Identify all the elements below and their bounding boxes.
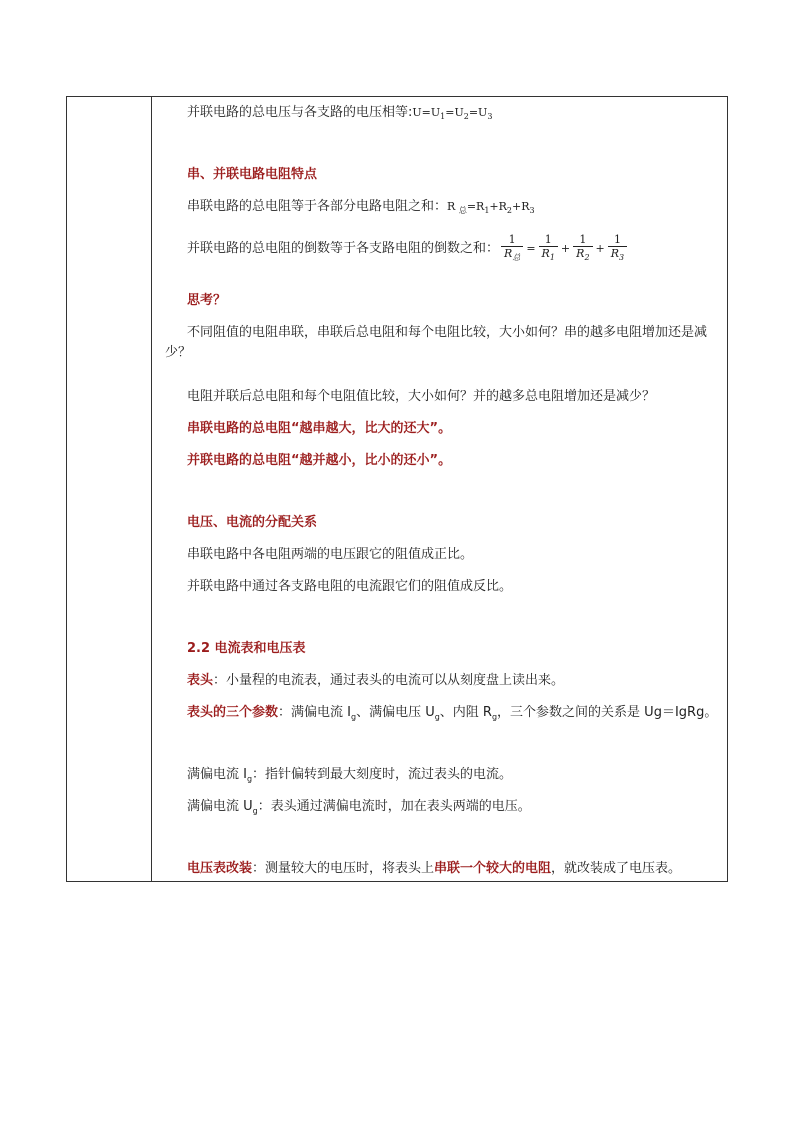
text: 串联电路的总电阻等于各部分电路电阻之和：: [187, 199, 448, 214]
head-line: [165, 671, 721, 691]
d: R: [610, 247, 620, 260]
s: 3: [619, 253, 625, 263]
den: [501, 246, 523, 264]
f: =U: [468, 106, 488, 119]
den: [539, 246, 558, 264]
f: U=U: [412, 106, 441, 119]
plus: +: [560, 241, 571, 255]
f: +R: [489, 200, 507, 213]
formula: [412, 106, 493, 122]
t: 满偏电流 U: [187, 799, 253, 814]
s: 3: [529, 206, 535, 216]
f: R: [447, 200, 456, 213]
fraction-r2: [573, 233, 592, 264]
t: ，就改装成了电压表。: [551, 861, 682, 876]
formula: [447, 200, 535, 216]
den: [573, 246, 592, 264]
s: 1: [484, 206, 490, 216]
parallel-rule: 并联电路的总电阻“越并越小，比小的还小”。: [187, 453, 452, 468]
plus: +: [595, 241, 605, 255]
num: 1: [544, 233, 552, 246]
f: =R: [466, 200, 485, 213]
label: 表头的三个参数: [187, 705, 279, 720]
question-1: 不同阻值的电阻串联，串联后总电阻和每个电阻比较，大小如何？串的越多电阻增加还是减少？: [165, 325, 708, 360]
s: 2: [463, 112, 469, 122]
f: +R: [512, 200, 530, 213]
s: g: [246, 774, 253, 784]
t: ：表头通过满偏电流时，加在表头两端的电压。: [257, 799, 531, 814]
params-line: [165, 703, 721, 728]
s: 总: [458, 206, 467, 216]
parallel-resistance-line: [165, 233, 721, 264]
column-divider: [151, 97, 152, 881]
t: ：满偏电流 I: [278, 705, 351, 720]
equals: =: [526, 241, 536, 255]
den: [608, 246, 627, 264]
num: 1: [579, 233, 587, 246]
heading-resistance: 串、并联电路电阻特点: [187, 167, 318, 182]
s: 总: [512, 253, 521, 263]
parallel-voltage-line: [165, 103, 721, 127]
think-heading: 思考？: [187, 293, 227, 308]
d: R: [541, 247, 550, 260]
fraction-r1: [539, 233, 558, 264]
series-distribution: 串联电路中各电阻两端的电压跟它的阻值成正比。: [187, 547, 474, 562]
num: 1: [508, 233, 516, 246]
s: g: [491, 712, 498, 722]
fraction-r3: [608, 233, 627, 264]
s: 1: [549, 253, 555, 263]
full-voltage-line: [165, 797, 721, 822]
heading-meters: 2.2 电流表和电压表: [187, 641, 306, 656]
emph: 串联一个较大的电阻: [434, 861, 552, 876]
t: 满偏电流 I: [187, 767, 247, 782]
s: g: [252, 806, 258, 816]
t: ：测量较大的电压时，将表头上: [252, 861, 435, 876]
s: 1: [440, 112, 446, 122]
s: 2: [584, 253, 590, 263]
label: 表头: [187, 673, 214, 688]
text: 并联电路的总电压与各支路的电压相等:: [187, 105, 413, 120]
s: 2: [506, 206, 512, 216]
label: 电压表改装: [187, 861, 253, 876]
d: R: [504, 247, 513, 260]
f: =U: [445, 106, 464, 119]
text: ：小量程的电流表，通过表头的电流可以从刻度盘上读出来。: [213, 673, 565, 688]
s: g: [350, 712, 357, 722]
s: g: [434, 712, 440, 722]
parallel-distribution: 并联电路中通过各支路电阻的电流跟它们的阻值成反比。: [187, 579, 513, 594]
t: ：指针偏转到最大刻度时，流过表头的电流。: [252, 767, 513, 782]
t: 、满偏电压 U: [356, 705, 435, 720]
series-rule: 串联电路的总电阻“越串越大，比大的还大”。: [187, 421, 452, 436]
text: 并联电路的总电阻的倒数等于各支路电阻的倒数之和：: [187, 240, 500, 256]
convert-line: [165, 859, 721, 879]
full-current-line: [165, 765, 721, 790]
s: 3: [487, 112, 493, 122]
fraction-lhs: [501, 233, 523, 264]
heading-distribution: 电压、电流的分配关系: [187, 515, 318, 530]
question-2: 电阻并联后总电阻和每个电阻值比较，大小如何？并的越多总电阻增加还是减少？: [187, 389, 656, 404]
num: 1: [613, 233, 621, 246]
content-table: [66, 96, 728, 882]
t: 、内阻 R: [439, 705, 492, 720]
t: ，三个参数之间的关系是 Ug＝IgRg。: [497, 705, 718, 720]
series-resistance-line: [165, 197, 721, 221]
d: R: [576, 247, 585, 260]
